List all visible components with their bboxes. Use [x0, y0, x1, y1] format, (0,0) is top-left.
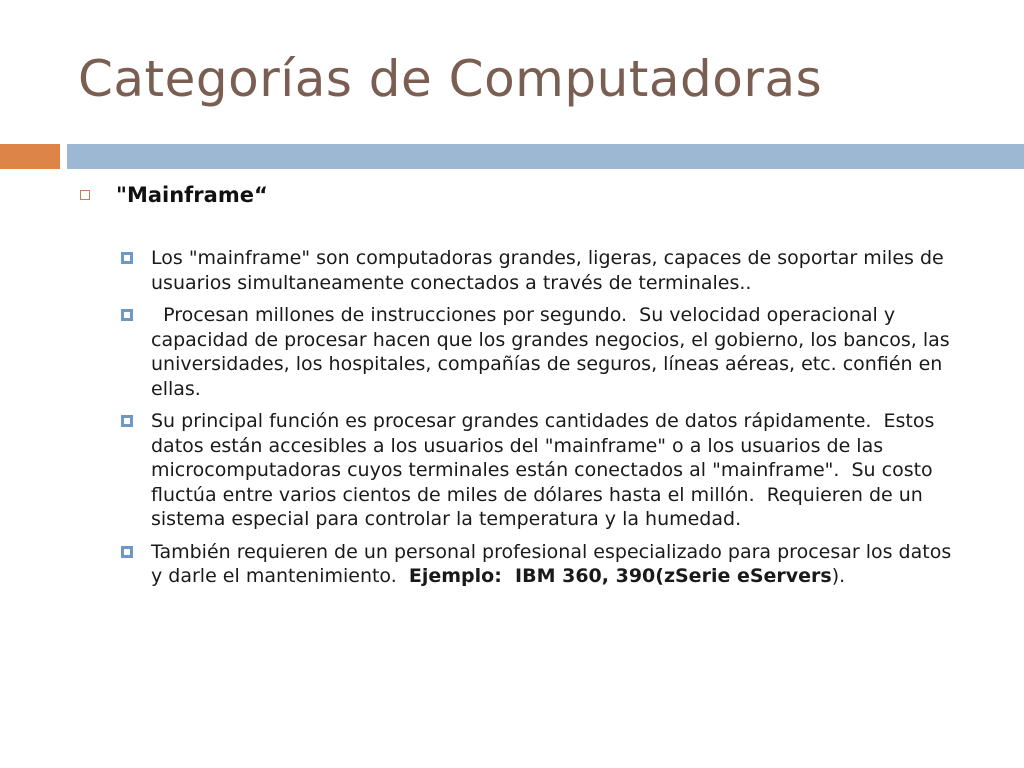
square-bullet-icon — [121, 546, 133, 558]
list-item — [121, 540, 971, 589]
bullet-text: Su principal función es procesar grandes cantidades de datos rápidamente. Estos datos están accesibles a los usuarios del "mainframe" o a los usuarios de las microcomputadoras cuyos terminales están conectados al "mainframe". Su costo fluctúa entre varios cientos de miles de dólares hasta el millón. Requieren de un sistema especial para controlar la temperatura y la humedad. — [151, 410, 935, 530]
bullet-text-plain: También requieren de un personal profesional especializado para procesar los datos y darle el mantenimiento. — [151, 540, 952, 587]
bullet-text — [151, 540, 966, 589]
list-item — [121, 303, 971, 401]
bullet-text: Los "mainframe" son computadoras grandes, ligeras, capaces de soportar miles de usuarios simultaneamente conectados a través de terminales.. — [151, 247, 944, 294]
square-bullet-icon — [121, 309, 133, 321]
bullet-text: Procesan millones de instrucciones por segundo. Su velocidad operacional y capacidad de procesar hacen que los grandes negocios, el gobierno, los bancos, las universidades, los hospitales, compañías de seguros, líneas aéreas, etc. confién en ellas. — [151, 304, 950, 400]
hollow-square-bullet-icon — [80, 190, 90, 200]
square-bullet-icon — [121, 415, 133, 427]
list-item — [121, 409, 971, 532]
heading-mainframe: "Mainframe“ — [116, 183, 268, 207]
square-bullet-icon — [121, 252, 133, 264]
example-text: Ejemplo: IBM 360, 390(zSerie eServers — [408, 565, 832, 587]
accent-bar-orange — [0, 144, 60, 169]
heading-item — [80, 183, 980, 207]
list-item — [121, 246, 971, 295]
slide-title: Categorías de Computadoras — [78, 50, 823, 108]
accent-bar-blue — [67, 144, 1024, 169]
bullet-text-end: ). — [831, 565, 846, 587]
bullet-list — [121, 246, 971, 597]
